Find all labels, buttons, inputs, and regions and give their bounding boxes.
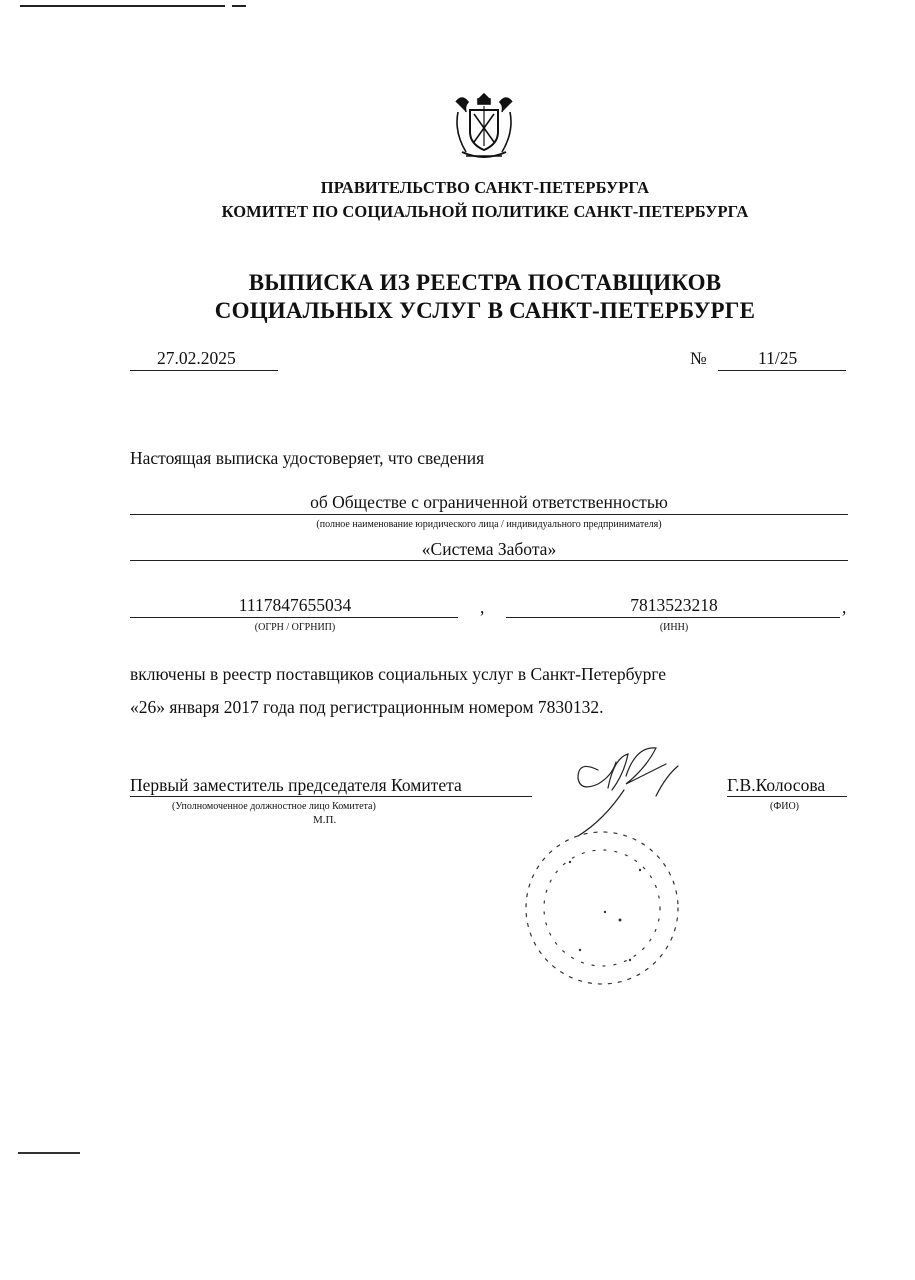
included-text-line2: «26» января 2017 года под регистрационным номером 7830132. bbox=[130, 697, 604, 717]
inn-underline bbox=[506, 617, 840, 618]
document-number: 11/25 bbox=[758, 348, 798, 368]
org-form: об Обществе с ограниченной ответственностью bbox=[310, 492, 668, 512]
government-heading: ПРАВИТЕЛЬСТВО САНКТ-ПЕТЕРБУРГА bbox=[320, 178, 650, 197]
scan-edge-line bbox=[18, 1152, 80, 1154]
inn-caption: (ИНН) bbox=[659, 622, 689, 633]
signer-position: Первый заместитель председателя Комитета bbox=[130, 775, 462, 795]
intro-text: Настоящая выписка удостоверяет, что сведения bbox=[130, 448, 485, 468]
separator-comma: , bbox=[842, 597, 847, 617]
org-form-underline bbox=[130, 514, 848, 515]
handwritten-signature-icon bbox=[538, 740, 698, 840]
number-underline bbox=[718, 370, 846, 371]
ogrn-value: 1117847655034 bbox=[238, 595, 352, 615]
stamp-place-mark: М.П. bbox=[313, 814, 337, 826]
name-caption: (ФИО) bbox=[770, 801, 800, 812]
scan-edge-line bbox=[232, 5, 246, 7]
document-title-line2: СОЦИАЛЬНЫХ УСЛУГ В САНКТ-ПЕТЕРБУРГЕ bbox=[214, 298, 756, 323]
org-name: «Система Забота» bbox=[421, 539, 557, 559]
committee-heading: КОМИТЕТ ПО СОЦИАЛЬНОЙ ПОЛИТИКЕ САНКТ-ПЕТЕРБУРГА bbox=[221, 202, 749, 221]
inn-value: 7813523218 bbox=[630, 595, 718, 615]
position-underline bbox=[130, 796, 532, 797]
date-underline bbox=[130, 370, 278, 371]
ogrn-underline bbox=[130, 617, 458, 618]
ogrn-caption: (ОГРН / ОГРНИП) bbox=[254, 622, 336, 633]
separator-comma: , bbox=[480, 597, 485, 617]
scan-edge-line bbox=[20, 5, 225, 7]
official-seal-icon bbox=[510, 830, 700, 1000]
name-underline bbox=[727, 796, 847, 797]
signer-name: Г.В.Колосова bbox=[727, 775, 826, 795]
org-caption: (полное наименование юридического лица / индивидуального предпринимателя) bbox=[316, 519, 662, 530]
document-title-line1: ВЫПИСКА ИЗ РЕЕСТРА ПОСТАВЩИКОВ bbox=[248, 270, 722, 295]
document-date: 27.02.2025 bbox=[157, 348, 236, 368]
included-text-line1: включены в реестр поставщиков социальных услуг в Санкт-Петербурге bbox=[130, 664, 667, 684]
coat-of-arms-icon bbox=[448, 90, 520, 164]
number-sign: № bbox=[690, 348, 707, 368]
org-name-underline bbox=[130, 560, 848, 561]
position-caption: (Уполномоченное должностное лицо Комитета) bbox=[172, 801, 376, 812]
